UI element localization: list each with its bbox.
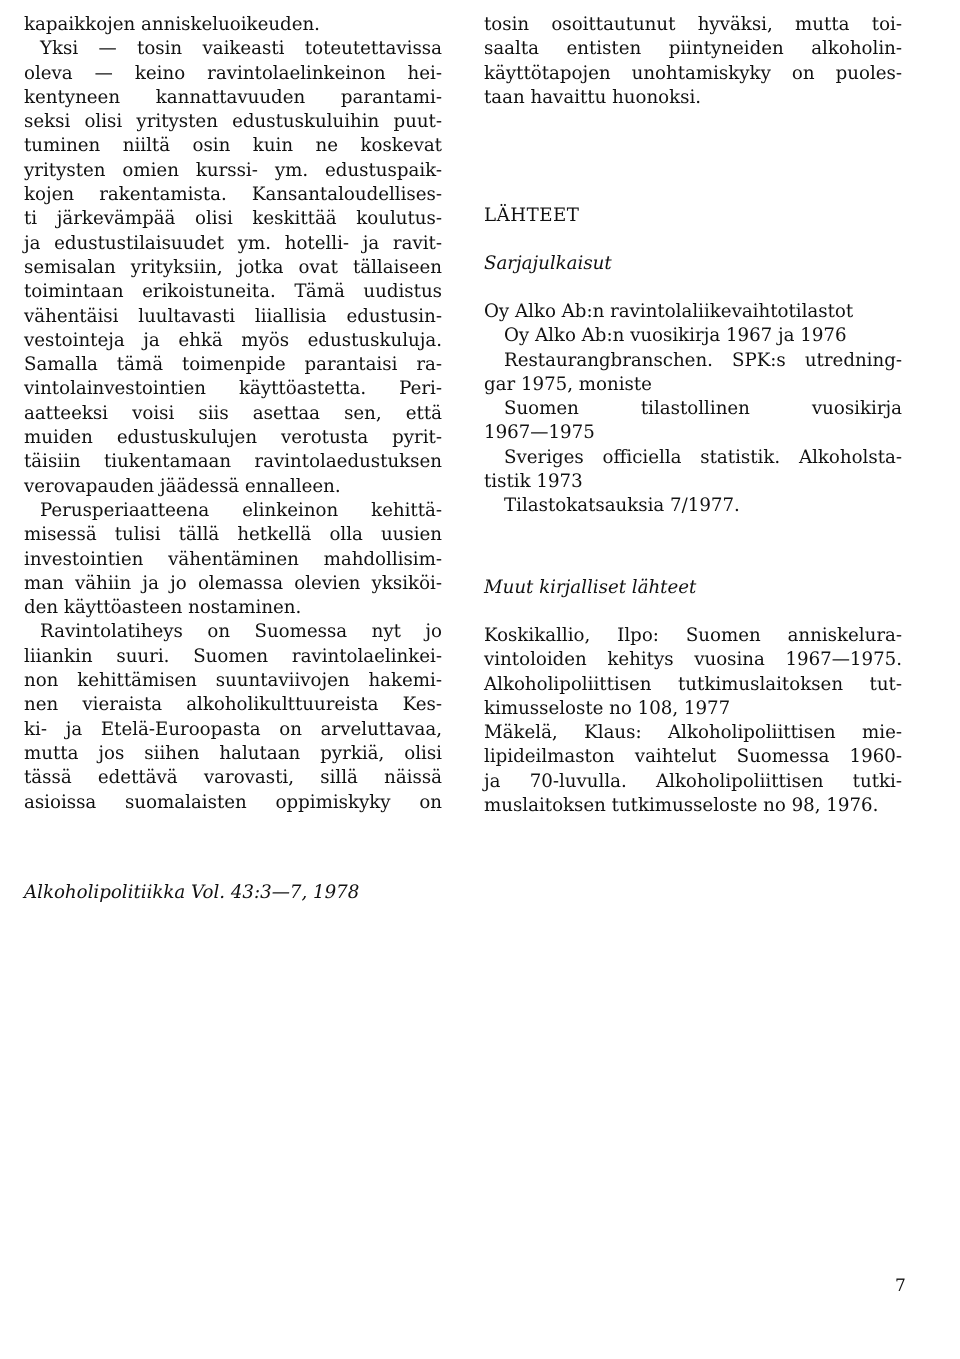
text-line: Samalla tämä toimenpide parantaisi ra- (24, 354, 442, 376)
references-heading: LÄHTEET (484, 205, 580, 226)
reference-line: Tilastokatsauksia 7/1977. (504, 495, 740, 517)
reference-line: ja 70-luvulla. Alkoholipoliittisen tutki- (484, 770, 902, 792)
text-line: asioissa suomalaisten oppimiskyky on (24, 791, 442, 813)
text-line: ti järkevämpää olisi keskittää koulutus- (24, 208, 442, 230)
text-line: tässä edettävä varovasti, sillä näissä (24, 767, 442, 789)
text-line: tuminen niiltä osin kuin ne koskevat (24, 135, 442, 157)
page-number: 7 (895, 1276, 906, 1296)
text-line: Perusperiaatteena elinkeinon kehittä- (40, 499, 442, 521)
text-line: kojen rakentamista. Kansantaloudellises- (24, 184, 442, 206)
reference-line: tistik 1973 (484, 471, 583, 493)
text-line: ja edustustilaisuudet ym. hotelli- ja ravit- (24, 232, 442, 254)
text-line: yritysten omien kurssi- ym. edustuspaik- (24, 159, 442, 181)
text-line: liiankin suuri. Suomen ravintolaelinkei- (24, 645, 442, 667)
reference-line: kimusseloste no 108, 1977 (484, 697, 731, 719)
serials-subheading: Sarjajulkaisut (484, 253, 612, 274)
reference-line: Suomen tilastollinen vuosikirja (504, 398, 902, 420)
text-line: täisiin tiukentamaan ravintolaedustuksen (24, 451, 442, 473)
reference-line: Restaurangbranschen. SPK:s utredning- (504, 349, 902, 371)
text-line: aatteeksi voisi siis asettaa sen, että (24, 402, 442, 424)
text-line: non kehittämisen suuntaviivojen hakemi- (24, 670, 442, 692)
reference-line: lipideilmaston vaihtelut Suomessa 1960- (484, 746, 902, 768)
journal-citation: Alkoholipolitiikka Vol. 43:3—7, 1978 (24, 882, 360, 903)
text-line: oleva — keino ravintolaelinkeinon hei- (24, 62, 442, 84)
reference-line: 1967—1975 (484, 422, 595, 444)
text-line: tosin osoittautunut hyväksi, mutta toi- (484, 14, 902, 35)
reference-line: Alkoholipoliittisen tutkimuslaitoksen tut- (484, 673, 902, 695)
other-sources-list (484, 624, 902, 818)
text-line: saalta entisten piintyneiden alkoholin- (484, 38, 902, 60)
serials-list (484, 300, 902, 519)
reference-line: muslaitoksen tutkimusseloste no 98, 1976. (484, 795, 879, 817)
reference-line: Koskikallio, Ilpo: Suomen anniskelura- (484, 625, 902, 646)
text-line: Yksi — tosin vaikeasti toteutettavissa (40, 38, 442, 60)
reference-line: Sveriges officiella statistik. Alkoholsta- (504, 446, 902, 468)
text-line: mutta jos siihen halutaan pyrkiä, olisi (24, 742, 442, 764)
text-line: ki- ja Etelä-Euroopasta on arveluttavaa, (24, 718, 442, 740)
text-line: vestointeja ja ehkä myös edustuskuluja. (24, 329, 442, 351)
text-line: vintolainvestointien käyttöastetta. Peri- (24, 378, 442, 400)
left-column (24, 13, 442, 815)
text-line: taan havaittu huonoksi. (484, 86, 702, 108)
text-line: käyttötapojen unohtamiskyky on puoles- (484, 62, 902, 84)
reference-line: Oy Alko Ab:n ravintolaliikevaihtotilastot (484, 301, 854, 322)
text-line: seksi olisi yritysten edustuskuluihin puut- (24, 111, 442, 133)
text-line: vähentäisi luultavasti liiallisia edustusin- (24, 305, 442, 327)
text-line: nen vieraista alkoholikulttuureista Kes- (24, 694, 442, 716)
text-line: misessä tulisi tällä hetkellä olla uusien (24, 524, 442, 546)
text-line: Ravintolatiheys on Suomessa nyt jo (40, 621, 442, 643)
text-line: man vähiin ja jo olemassa olevien yksiköi- (24, 572, 442, 594)
text-line: investointien vähentäminen mahdollisim- (24, 548, 442, 570)
reference-line: Mäkelä, Klaus: Alkoholipoliittisen mie- (484, 722, 902, 744)
other-sources-subheading: Muut kirjalliset lähteet (484, 577, 697, 598)
text-line: kapaikkojen anniskeluoikeuden. (24, 14, 320, 35)
text-line: toimintaan erikoistuneita. Tämä uudistus (24, 281, 442, 303)
reference-line: Oy Alko Ab:n vuosikirja 1967 ja 1976 (504, 325, 847, 347)
text-line: muiden edustuskulujen verotusta pyrit- (24, 427, 442, 449)
right-column (484, 13, 902, 110)
reference-line: vintoloiden kehitys vuosina 1967—1975. (484, 649, 902, 671)
text-line: semisalan yrityksiin, jotka ovat tällaiseen (24, 256, 442, 278)
reference-line: gar 1975, moniste (484, 373, 652, 395)
text-line: kentyneen kannattavuuden parantami- (24, 86, 442, 108)
text-line: den käyttöasteen nostaminen. (24, 597, 302, 619)
text-line: verovapauden jäädessä ennalleen. (24, 475, 341, 497)
